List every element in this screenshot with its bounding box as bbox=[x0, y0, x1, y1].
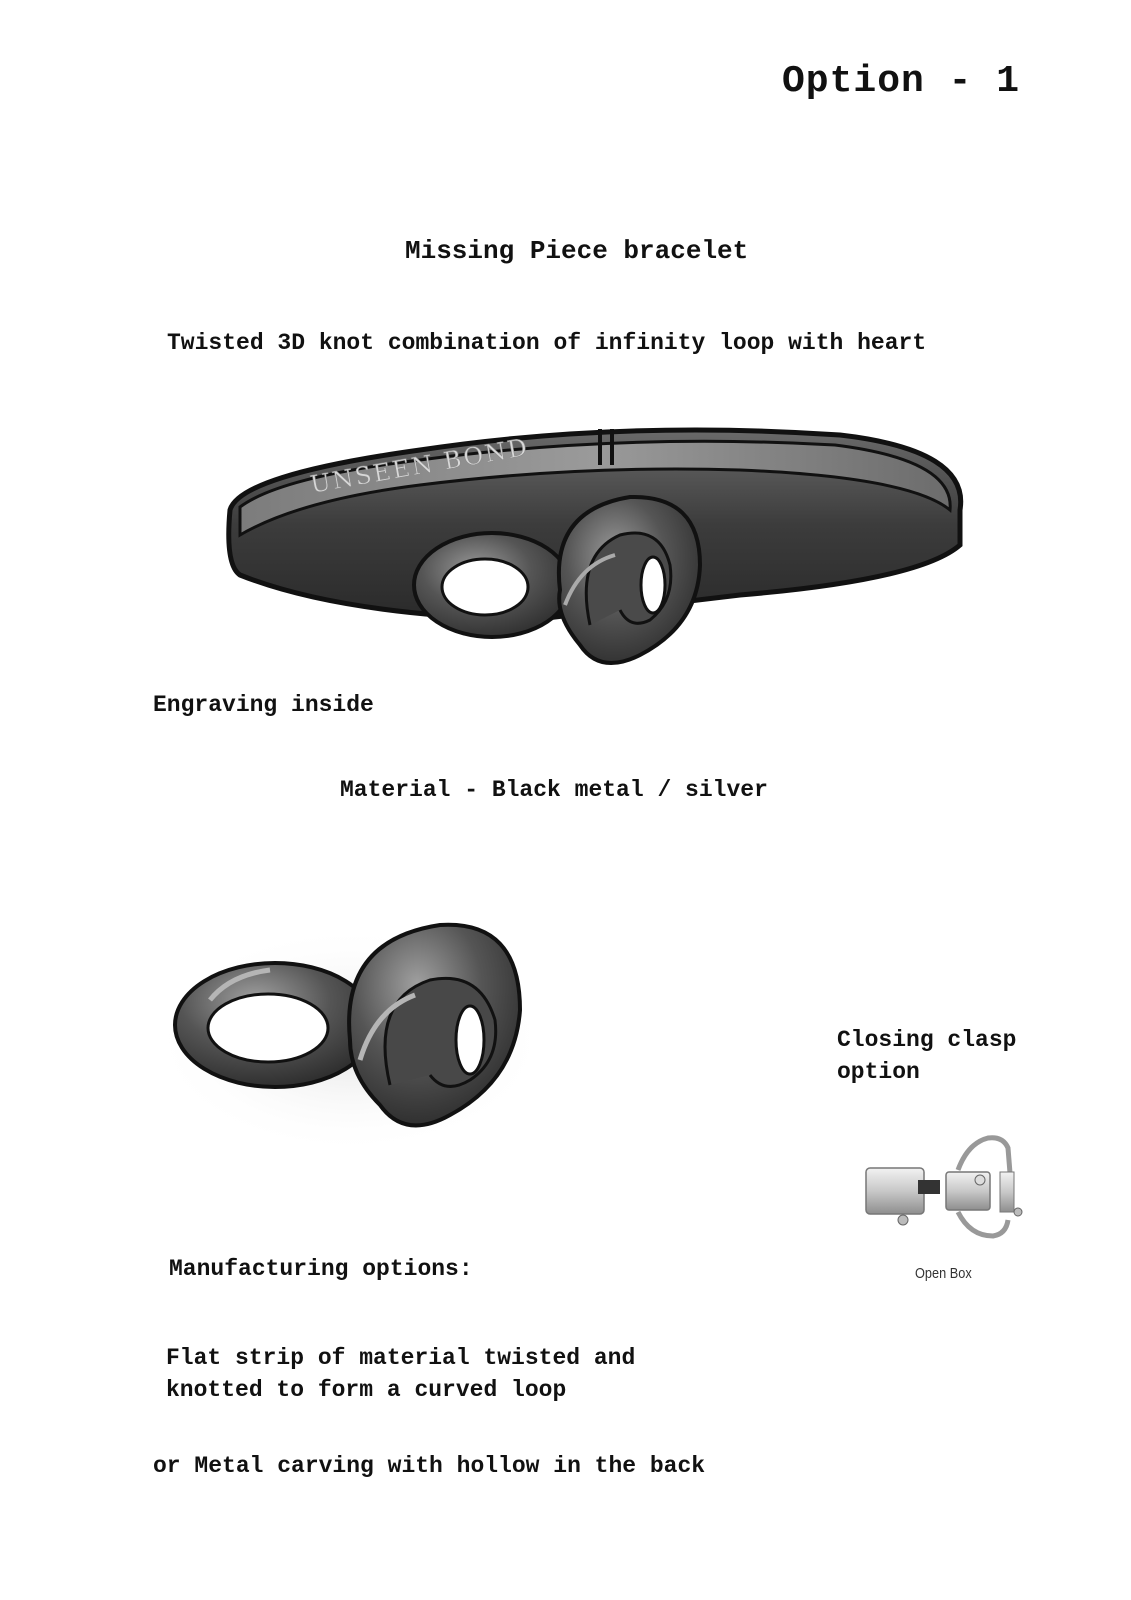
product-title: Missing Piece bracelet bbox=[405, 236, 749, 266]
product-description: Twisted 3D knot combination of infinity loop with heart bbox=[167, 330, 927, 356]
manufacturing-heading: Manufacturing options: bbox=[169, 1256, 473, 1282]
engraving-note: Engraving inside bbox=[153, 692, 374, 718]
knot-closeup-illustration bbox=[150, 900, 570, 1160]
manufacturing-option2: or Metal carving with hollow in the back bbox=[153, 1453, 706, 1479]
engraving-text: UNSEEN BOND bbox=[308, 432, 532, 499]
clasp-label-line1: Closing clasp bbox=[837, 1027, 1017, 1053]
bracelet-illustration bbox=[220, 415, 990, 690]
material-label: Material - Black metal / silver bbox=[340, 777, 768, 803]
option-title: Option - 1 bbox=[782, 60, 1021, 103]
clasp-caption: Open Box bbox=[915, 1265, 972, 1282]
manufacturing-option1-line1: Flat strip of material twisted and bbox=[166, 1345, 636, 1371]
clasp-illustration bbox=[858, 1128, 1028, 1248]
clasp-label-line2: option bbox=[837, 1059, 920, 1085]
manufacturing-option1-line2: knotted to form a curved loop bbox=[166, 1377, 567, 1403]
